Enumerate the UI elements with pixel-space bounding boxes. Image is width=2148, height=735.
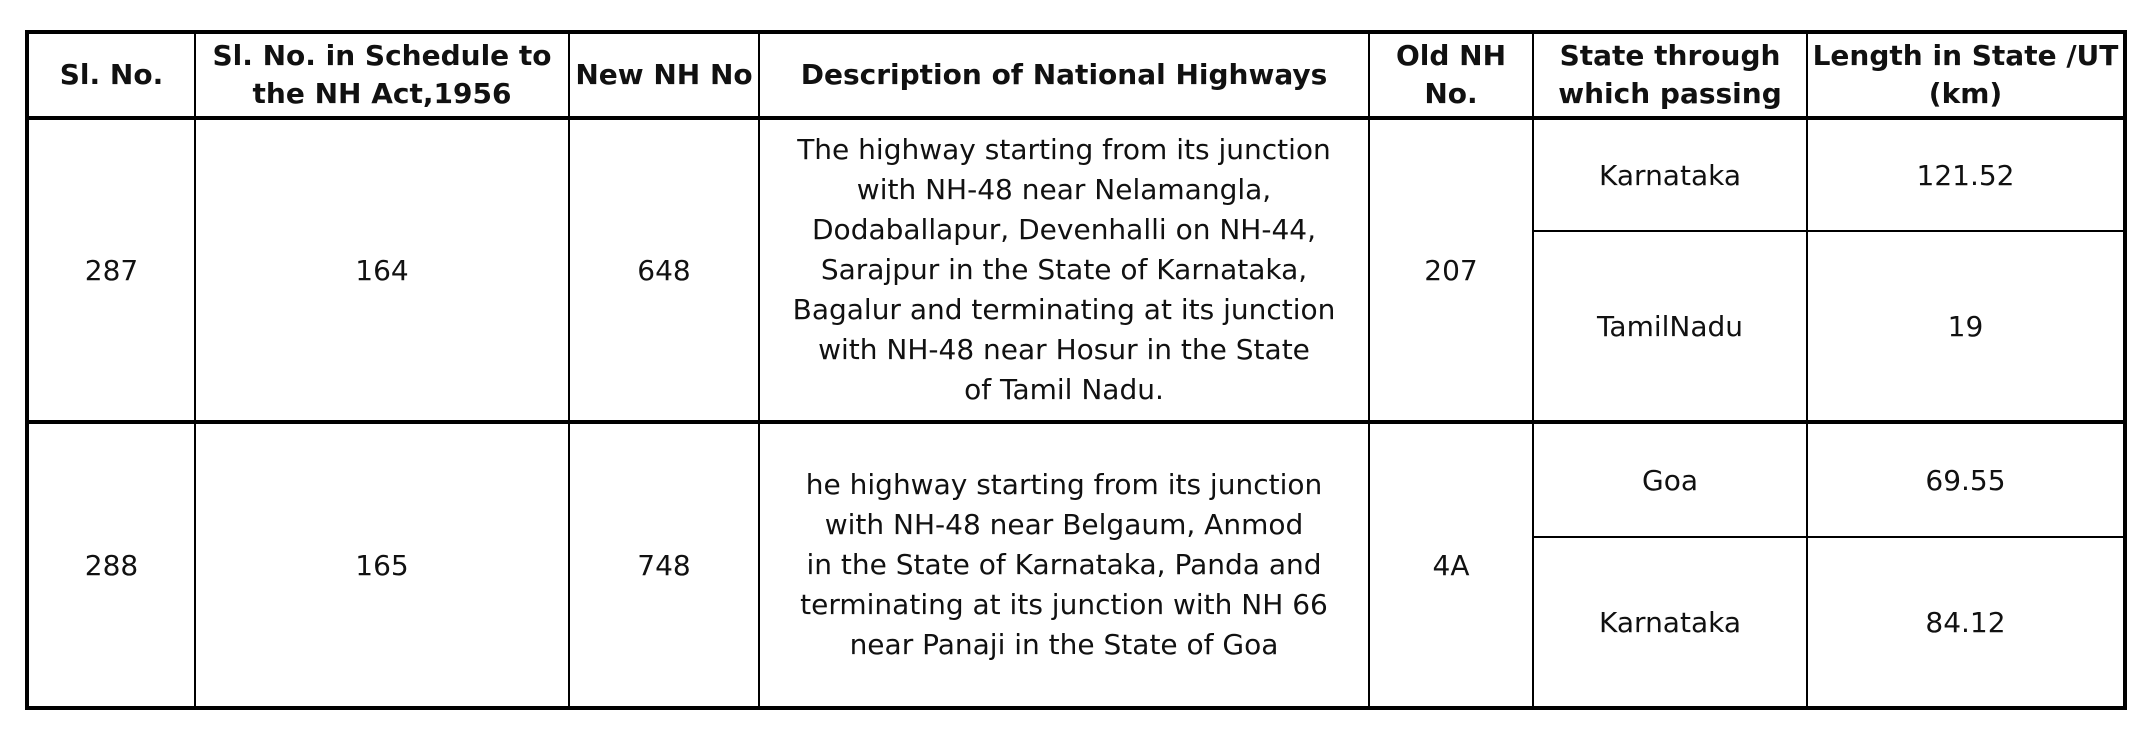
cell-sl-no: 288 <box>27 422 195 708</box>
header-length: Length in State /UT (km) <box>1807 32 2125 118</box>
table-row <box>27 422 2125 537</box>
description-line: of Tamil Nadu. <box>964 373 1164 406</box>
cell-new-nh: 748 <box>569 422 759 708</box>
cell-schedule-no: 164 <box>195 118 569 422</box>
header-old-nh: Old NH No. <box>1369 32 1533 118</box>
cell-description <box>759 118 1369 422</box>
cell-old-nh: 4A <box>1369 422 1533 708</box>
description-line: with NH-48 near Hosur in the State <box>818 333 1310 366</box>
header-new-nh: New NH No <box>569 32 759 118</box>
description-line: with NH-48 near Nelamangla, <box>856 173 1272 206</box>
cell-old-nh: 207 <box>1369 118 1533 422</box>
description-line: he highway starting from its junction <box>805 468 1323 501</box>
description-line: terminating at its junction with NH 66 <box>800 588 1328 621</box>
header-row <box>27 32 2125 118</box>
header-schedule-no: Sl. No. in Schedule to the NH Act,1956 <box>195 32 569 118</box>
cell-description <box>759 422 1369 708</box>
cell-state: Karnataka <box>1533 118 1807 231</box>
description-line: near Panaji in the State of Goa <box>849 628 1279 661</box>
cell-length: 19 <box>1807 231 2125 422</box>
description-line: Bagalur and terminating at its junction <box>792 293 1336 326</box>
cell-length: 69.55 <box>1807 422 2125 537</box>
cell-sl-no: 287 <box>27 118 195 422</box>
table-row <box>27 118 2125 231</box>
header-state: State through which passing <box>1533 32 1807 118</box>
nh-table-container <box>25 30 2123 710</box>
national-highways-table <box>25 30 2127 710</box>
cell-length: 121.52 <box>1807 118 2125 231</box>
description-line: The highway starting from its junction <box>797 133 1331 166</box>
cell-new-nh: 648 <box>569 118 759 422</box>
cell-state: Goa <box>1533 422 1807 537</box>
description-line: Dodaballapur, Devenhalli on NH-44, <box>812 213 1316 246</box>
cell-length: 84.12 <box>1807 537 2125 708</box>
description-line: in the State of Karnataka, Panda and <box>806 548 1322 581</box>
header-sl-no: Sl. No. <box>27 32 195 118</box>
cell-state: Karnataka <box>1533 537 1807 708</box>
description-line: with NH-48 near Belgaum, Anmod <box>824 508 1304 541</box>
cell-state: TamilNadu <box>1533 231 1807 422</box>
description-line: Sarajpur in the State of Karnataka, <box>820 253 1308 286</box>
cell-schedule-no: 165 <box>195 422 569 708</box>
header-description: Description of National Highways <box>759 32 1369 118</box>
